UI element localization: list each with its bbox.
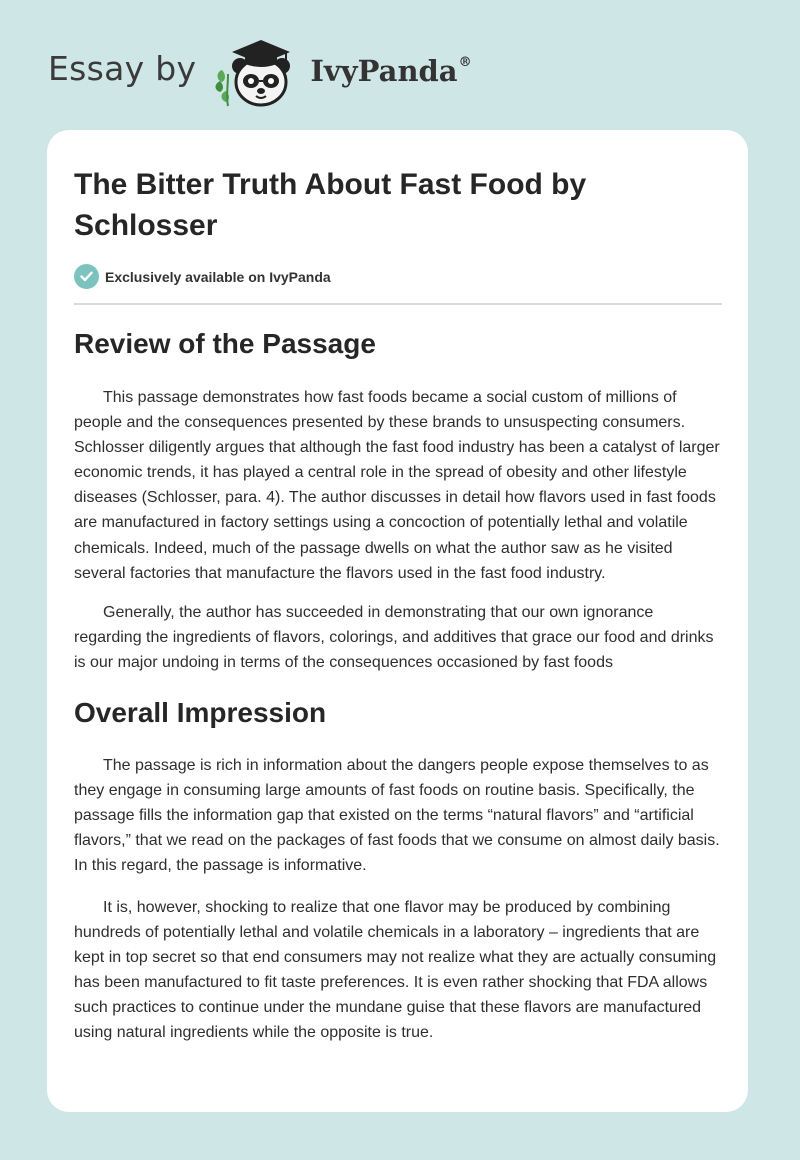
exclusive-badge [74,264,331,289]
section-paragraph: The passage is rich in information about the dangers people expose themselves to as they engage in consuming large amounts of fast foods on routine basis. Specifically, the passage fills the information gap that existed on the terms “natural flavors” and “artificial flavors,” that we read on the packages of fast foods that we consume on almost daily basis. In this regard, the passage is informative. [74,757,720,875]
brand-name[interactable] [310,54,471,88]
essay-card [47,130,748,1112]
section-paragraph: It is, however, shocking to realize that one flavor may be produced by combining hundreds of potentially lethal and volatile chemicals in a laboratory – ingredients that are kept in top secret so that end consumers may not realize what they are actually consuming has been manufactured to fit taste preferences. It is even rather shocking that FDA allows such practices to continue under the mundane guise that these flavors are manufactured using natural ingredients while the opposite is true. [74,899,717,1042]
panda-graduate-icon [212,30,304,110]
registered-mark: ® [458,55,472,71]
section-paragraph: This passage demonstrates how fast foods became a social custom of millions of people and the consequences presented by these brands to unsuspecting consumers. Schlosser diligently argues that although the fast food industry has been a catalyst of larger economic trends, it has played a central role in the spread of obesity and other lifestyle diseases (Schlosser, para. 4). The author discusses in detail how flavors used in fast foods are manufactured in factory settings using a concoction of potentially lethal and volatile chemicals. Indeed, much of the passage dwells on what the author saw as he visited several factories that manufacture the flavors used in the fast food industry. [74,389,720,582]
title-divider [74,303,722,305]
section-heading-review: Review of the Passage [74,328,376,359]
brand-name-text: IvyPanda [310,54,458,88]
section-heading-overall: Overall Impression [74,697,327,728]
page-title: The Bitter Truth About Fast Food by Schlosser [74,168,587,242]
essay-by-label: Essay by [48,48,197,88]
exclusive-badge-label: Exclusively available on IvyPanda [105,268,331,285]
panda-logo-icon[interactable] [212,30,304,110]
section-paragraph: Generally, the author has succeeded in demonstrating that our own ignorance regarding the ingredients of flavors, colorings, and additives that grace our food and drinks is our major undoing in terms of the consequences occasioned by fast foods [74,604,714,672]
checkmark-icon [74,264,99,289]
site-header [48,30,472,110]
